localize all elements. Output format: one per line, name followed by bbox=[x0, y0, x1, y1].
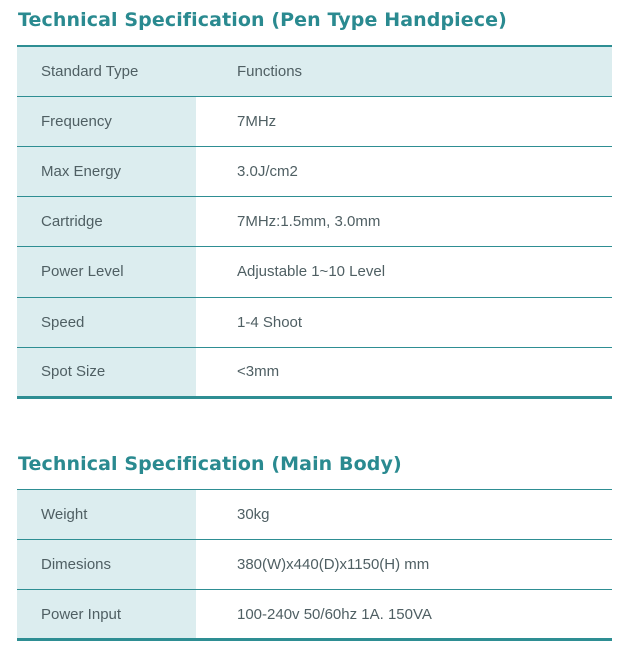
row-label: Frequency bbox=[17, 96, 196, 146]
body-spec-table bbox=[17, 489, 612, 641]
row-value: 7MHz bbox=[196, 96, 612, 146]
table-header-row bbox=[17, 46, 612, 96]
row-label: Cartridge bbox=[17, 196, 196, 246]
row-label: Spot Size bbox=[17, 347, 196, 397]
table-row bbox=[17, 490, 612, 540]
header-value: Functions bbox=[196, 46, 612, 96]
table-row bbox=[17, 196, 612, 246]
row-label: Dimesions bbox=[17, 540, 196, 590]
row-value: 1-4 Shoot bbox=[196, 297, 612, 347]
header-label: Standard Type bbox=[17, 46, 196, 96]
row-label: Power Input bbox=[17, 590, 196, 640]
row-value: 7MHz:1.5mm, 3.0mm bbox=[196, 196, 612, 246]
table-row bbox=[17, 540, 612, 590]
table-row bbox=[17, 246, 612, 297]
pen-spec-table bbox=[17, 45, 612, 399]
row-label: Speed bbox=[17, 297, 196, 347]
table-row bbox=[17, 347, 612, 397]
row-value: <3mm bbox=[196, 347, 612, 397]
table-row bbox=[17, 96, 612, 146]
row-label: Max Energy bbox=[17, 146, 196, 196]
row-value: Adjustable 1~10 Level bbox=[196, 246, 612, 297]
pen-section-title: Technical Specification (Pen Type Handpiece) bbox=[18, 9, 507, 31]
row-value: 380(W)x440(D)x1150(H) mm bbox=[196, 540, 612, 590]
row-label: Weight bbox=[17, 490, 196, 540]
row-value: 3.0J/cm2 bbox=[196, 146, 612, 196]
body-section-title: Technical Specification (Main Body) bbox=[18, 453, 402, 475]
row-label: Power Level bbox=[17, 246, 196, 297]
row-value: 30kg bbox=[196, 490, 612, 540]
table-row bbox=[17, 590, 612, 640]
row-value: 100-240v 50/60hz 1A. 150VA bbox=[196, 590, 612, 640]
table-row bbox=[17, 297, 612, 347]
table-row bbox=[17, 146, 612, 196]
